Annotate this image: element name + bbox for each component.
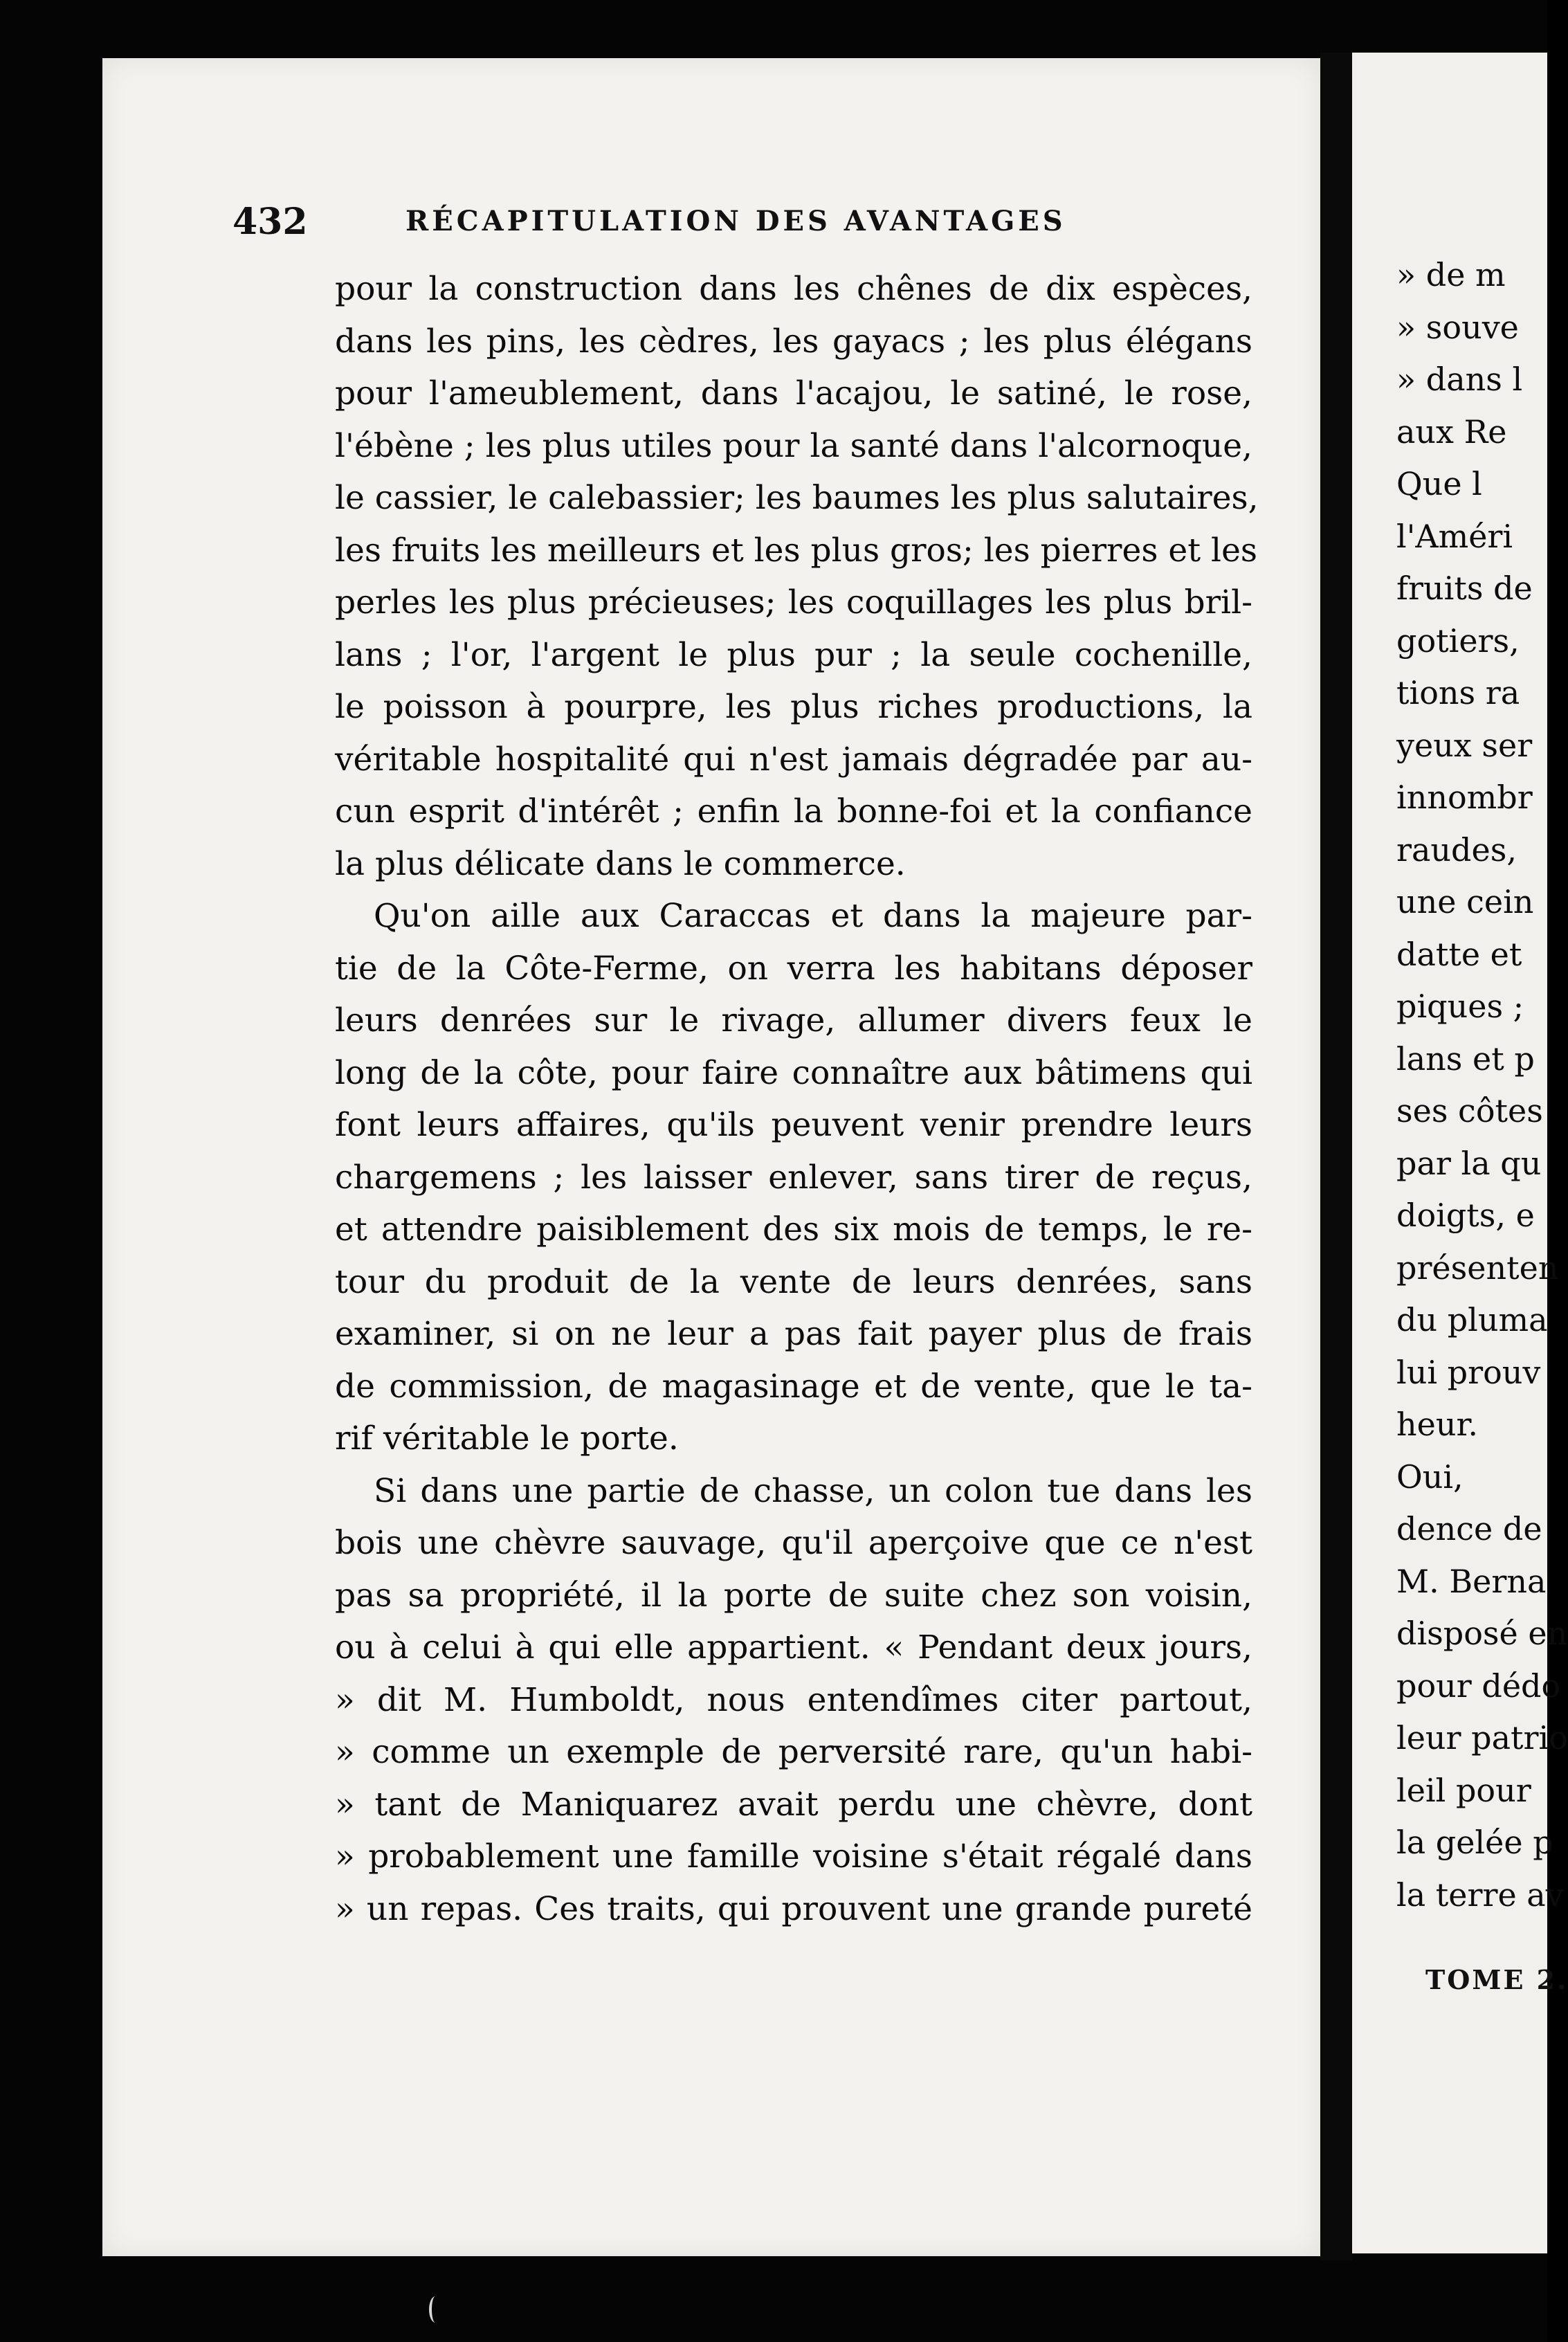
right-text-line: pour dédo [1396, 1667, 1561, 1705]
scan-artifact [429, 2296, 441, 2323]
right-text-line: piques ; [1396, 988, 1524, 1025]
page-gutter [1320, 53, 1352, 2260]
right-text-line: ses côtes [1396, 1092, 1543, 1129]
right-text-line: l'Améri [1396, 517, 1513, 555]
right-text-line: une cein [1396, 883, 1534, 920]
text-line: de commission, de magasinage et de vente, que le ta- [335, 1367, 1252, 1406]
right-text-line: Oui, [1396, 1458, 1464, 1496]
right-text-line: » dans l [1396, 361, 1523, 398]
right-text-line: yeux ser [1396, 726, 1533, 764]
text-line: pas sa propriété, il la porte de suite chez son voisin, [335, 1576, 1252, 1615]
right-text-line: lans et p [1396, 1040, 1535, 1078]
right-text-line: gotiers, [1396, 621, 1520, 660]
right-text-line: fruits de [1396, 570, 1533, 607]
text-line: font leurs affaires, qu'ils peuvent venir prendre leurs [335, 1106, 1252, 1144]
right-text-line: raudes, [1396, 830, 1517, 869]
text-line: perles les plus précieuses; les coquillages les plus bril- [335, 583, 1252, 621]
text-line: tour du produit de la vente de leurs denrées, sans [335, 1262, 1252, 1301]
text-line: pour la construction dans les chênes de dix espèces, [335, 270, 1252, 308]
page-number: 432 [233, 201, 308, 243]
text-line: ou à celui à qui elle appartient. « Pendant deux jours, [335, 1628, 1252, 1667]
right-text-line: innombr [1396, 779, 1533, 816]
right-text-line: présenten [1396, 1249, 1559, 1287]
text-line: leurs denrées sur le rivage, allumer divers feux le [335, 1001, 1252, 1040]
text-line: chargemens ; les laisser enlever, sans tirer de reçus, [335, 1158, 1252, 1197]
right-text-line: heur. [1396, 1406, 1479, 1443]
text-line: les fruits les meilleurs et les plus gros; les pierres et les [335, 531, 1258, 570]
text-line: cun esprit d'intérêt ; enfin la bonne-foi et la confiance [335, 792, 1252, 830]
text-line: tie de la Côte-Ferme, on verra les habitans déposer [335, 949, 1252, 988]
text-line: examiner, si on ne leur a pas fait payer plus de frais [335, 1315, 1252, 1353]
right-text-line: » souve [1396, 308, 1519, 346]
right-text-line: tions ra [1396, 674, 1520, 711]
text-line: bois une chèvre sauvage, qu'il aperçoive que ce n'est [335, 1524, 1252, 1562]
text-line: la plus délicate dans le commerce. [335, 844, 906, 883]
right-text-line: Que l [1396, 465, 1482, 502]
text-line: » dit M. Humboldt, nous entendîmes citer partout, [335, 1680, 1252, 1719]
text-line: » un repas. Ces traits, qui prouvent une grande pureté [335, 1889, 1252, 1928]
text-line: dans les pins, les cèdres, les gayacs ; les plus élégans [335, 322, 1252, 361]
right-text-line: datte et [1396, 935, 1522, 973]
right-text-line: la gelée p [1396, 1824, 1553, 1861]
right-text-line: aux Re [1396, 412, 1507, 451]
page-header [233, 201, 1243, 256]
text-line: rif véritable le porte. [335, 1419, 679, 1458]
text-line: » tant de Maniquarez avait perdu une chèvre, dont [335, 1785, 1252, 1824]
running-head: RÉCAPITULATION DES AVANTAGES [405, 205, 1066, 237]
right-text-line: M. Berna [1396, 1562, 1547, 1600]
text-line: » comme un exemple de perversité rare, qu'un habi- [335, 1733, 1252, 1771]
text-line: véritable hospitalité qui n'est jamais dégradée par au- [335, 740, 1252, 779]
text-line: Qu'on aille aux Caraccas et dans la majeure par- [374, 897, 1252, 935]
text-line: le cassier, le calebassier; les baumes les plus salutaires, [335, 479, 1259, 517]
body-text [335, 263, 1259, 1935]
text-line: le poisson à pourpre, les plus riches productions, la [335, 688, 1252, 726]
right-text-line: » de m [1396, 256, 1506, 293]
text-line: et attendre paisiblement des six mois de temps, le re- [335, 1210, 1252, 1249]
text-line: » probablement une famille voisine s'était régalé dans [335, 1837, 1252, 1876]
volume-footer: TOME 2. [1425, 1964, 1568, 1995]
text-line: pour l'ameublement, dans l'acajou, le satiné, le rose, [335, 374, 1252, 412]
right-text-line: du pluma [1396, 1301, 1548, 1338]
text-line: lans ; l'or, l'argent le plus pur ; la seule cochenille, [335, 635, 1252, 674]
text-line: l'ébène ; les plus utiles pour la santé dans l'alcornoque, [335, 426, 1252, 465]
right-text-line: dence de [1396, 1510, 1542, 1547]
right-text-line: la terre av [1396, 1876, 1564, 1914]
right-text-line: doigts, e [1396, 1197, 1535, 1234]
right-text-line: lui prouv [1396, 1353, 1541, 1391]
right-text-line: leil pour [1396, 1771, 1531, 1809]
text-line: Si dans une partie de chasse, un colon tue dans les [374, 1471, 1252, 1510]
right-text-line: disposé en [1396, 1615, 1568, 1652]
right-page-text [1396, 249, 1568, 1921]
right-text-line: par la qu [1396, 1144, 1542, 1182]
text-line: long de la côte, pour faire connaître aux bâtimens qui [335, 1053, 1252, 1092]
right-text-line: leur patrio [1396, 1719, 1568, 1756]
